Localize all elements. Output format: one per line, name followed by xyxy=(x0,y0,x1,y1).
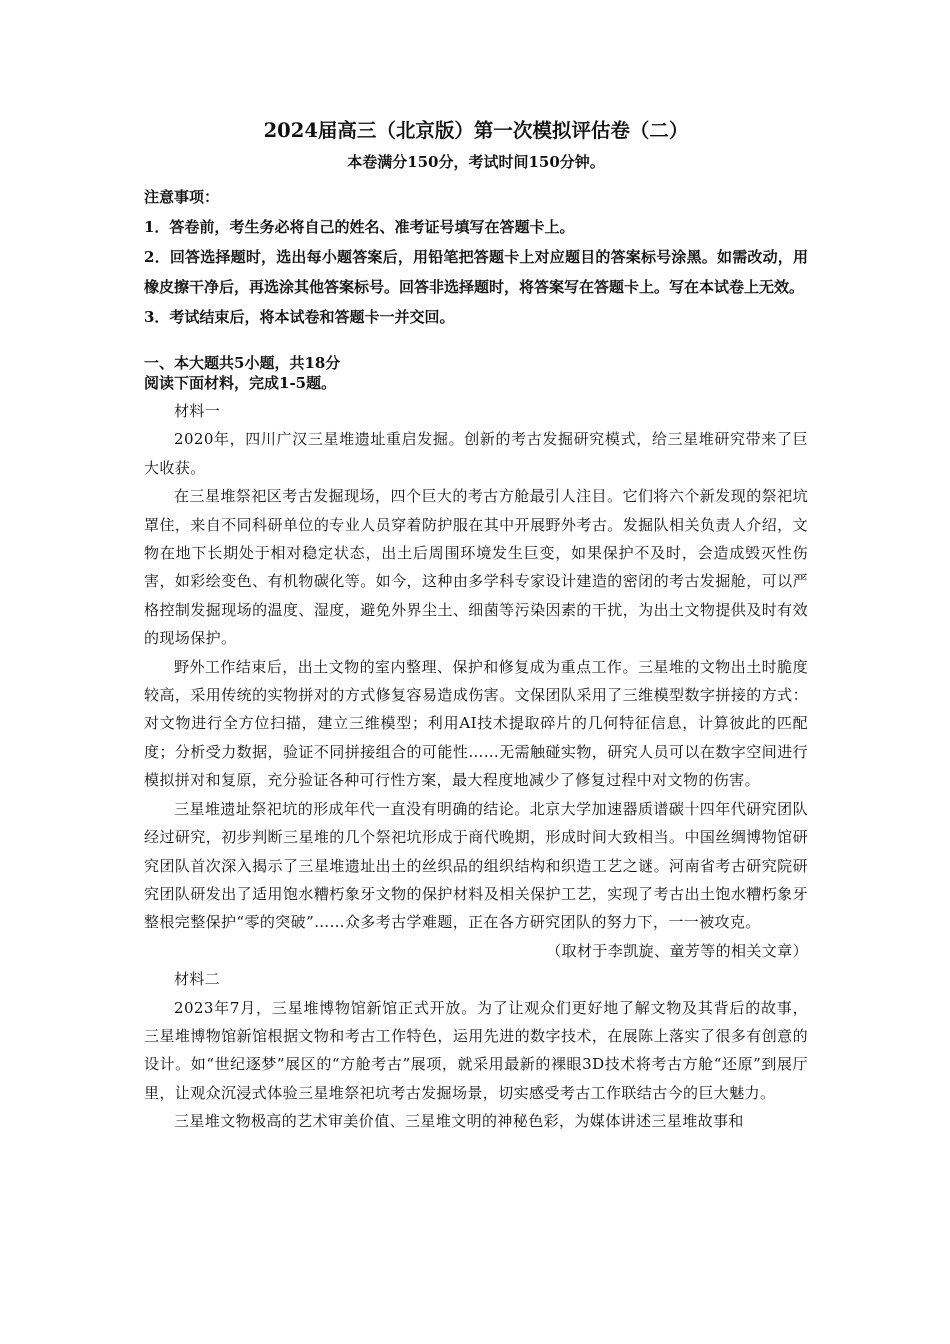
section-heading: 一、本大题共5小题，共18分 xyxy=(144,354,341,372)
exam-title: 2024届高三（北京版）第一次模拟评估卷（二） xyxy=(263,119,689,142)
paragraph: 在三星堆祭祀区考古发掘现场，四个巨大的考古方舱最引人注目。它们将六个新发现的祭祀坑罩住，来自不同科研单位的专业人员穿着防护服在其中开展野外考古。发掘队相关负责人介绍，文物在地下长期处于相对稳定状态，出土后周围环境发生巨变，如果保护不及时，会造成毁灭性伤害，如彩绘变色、有机物碳化等。如今，这种由多学科专家设计建造的密闭的考古发掘舱，可以严格控制发掘现场的温度、湿度，避免外界尘土、细菌等污染因素的干扰，为出土文物提供及时有效的现场保护。 xyxy=(144,487,808,648)
section-header xyxy=(144,353,808,393)
material-label: 材料一 xyxy=(174,402,221,420)
reading-passage xyxy=(144,397,808,1136)
paragraph: 三星堆文物极高的艺术审美价值、三星堆文明的神秘色彩，为媒体讲述三星堆故事和 xyxy=(174,1112,744,1131)
notice-block xyxy=(144,182,808,332)
section-instruction: 阅读下面材料，完成1-5题。 xyxy=(144,374,337,392)
paragraph: 2020年，四川广汉三星堆遗址重启发掘。创新的考古发掘研究模式，给三星堆研究带来了巨大收获。 xyxy=(144,430,808,477)
material-label: 材料二 xyxy=(174,970,221,989)
source-citation: （取材于李凯旋、童芳等的相关文章） xyxy=(546,941,808,960)
notice-heading: 注意事项： xyxy=(144,188,220,206)
paragraph: 野外工作结束后，出土文物的室内整理、保护和修复成为重点工作。三星堆的文物出土时脆度较高，采用传统的实物拼对的方式修复容易造成伤害。文保团队采用了三维模型数字拼接的方式：对文物进行全方位扫描，建立三维模型；利用AI技术提取碎片的几何特征信息，计算彼此的匹配度；分析受力数据，验证不同拼接组合的可能性……无需触碰实物，研究人员可以在数字空间进行模拟拼对和复原，充分验证各种可行性方案，最大程度地减少了修复过程中对文物的伤害。 xyxy=(144,657,808,790)
paragraph: 2023年7月，三星堆博物馆新馆正式开放。为了让观众们更好地了解文物及其背后的故事，三星堆博物馆新馆根据文物和考古工作特色，运用先进的数字技术，在展陈上落实了很多有创意的设计。如“世纪逐梦”展区的“方舱考古”展项，就采用最新的裸眼3D技术将考古方舱“还原”到展厅里，让观众沉浸式体验三星堆祭祀坑考古发掘场景，切实感受考古工作联结古今的巨大魅力。 xyxy=(144,998,808,1102)
exam-subtitle: 本卷满分150分，考试时间150分钟。 xyxy=(347,153,605,171)
notice-item: 1．答卷前，考生务必将自己的姓名、准考证号填写在答题卡上。 xyxy=(144,218,575,236)
notice-item: 3．考试结束后，将本试卷和答题卡一并交回。 xyxy=(144,308,455,326)
notice-item: 2．回答选择题时，选出每小题答案后，用铅笔把答题卡上对应题目的答案标号涂黑。如需改动，用橡皮擦干净后，再选涂其他答案标号。回答非选择题时，将答案写在答题卡上。写在本试卷上无效。 xyxy=(144,248,808,296)
paragraph: 三星堆遗址祭祀坑的形成年代一直没有明确的结论。北京大学加速器质谱碳十四年代研究团队经过研究，初步判断三星堆的几个祭祀坑形成于商代晚期，形成时间大致相当。中国丝绸博物馆研究团队首次深入揭示了三星堆遗址出土的丝织品的组织结构和织造工艺之谜。河南省考古研究院研究团队研发出了适用饱水糟朽象牙文物的保护材料及相关保护工艺，实现了考古出土饱水糟朽象牙整根完整保护“零的突破”……众多考古学难题，正在各方研究团队的努力下，一一被攻克。 xyxy=(144,799,808,932)
